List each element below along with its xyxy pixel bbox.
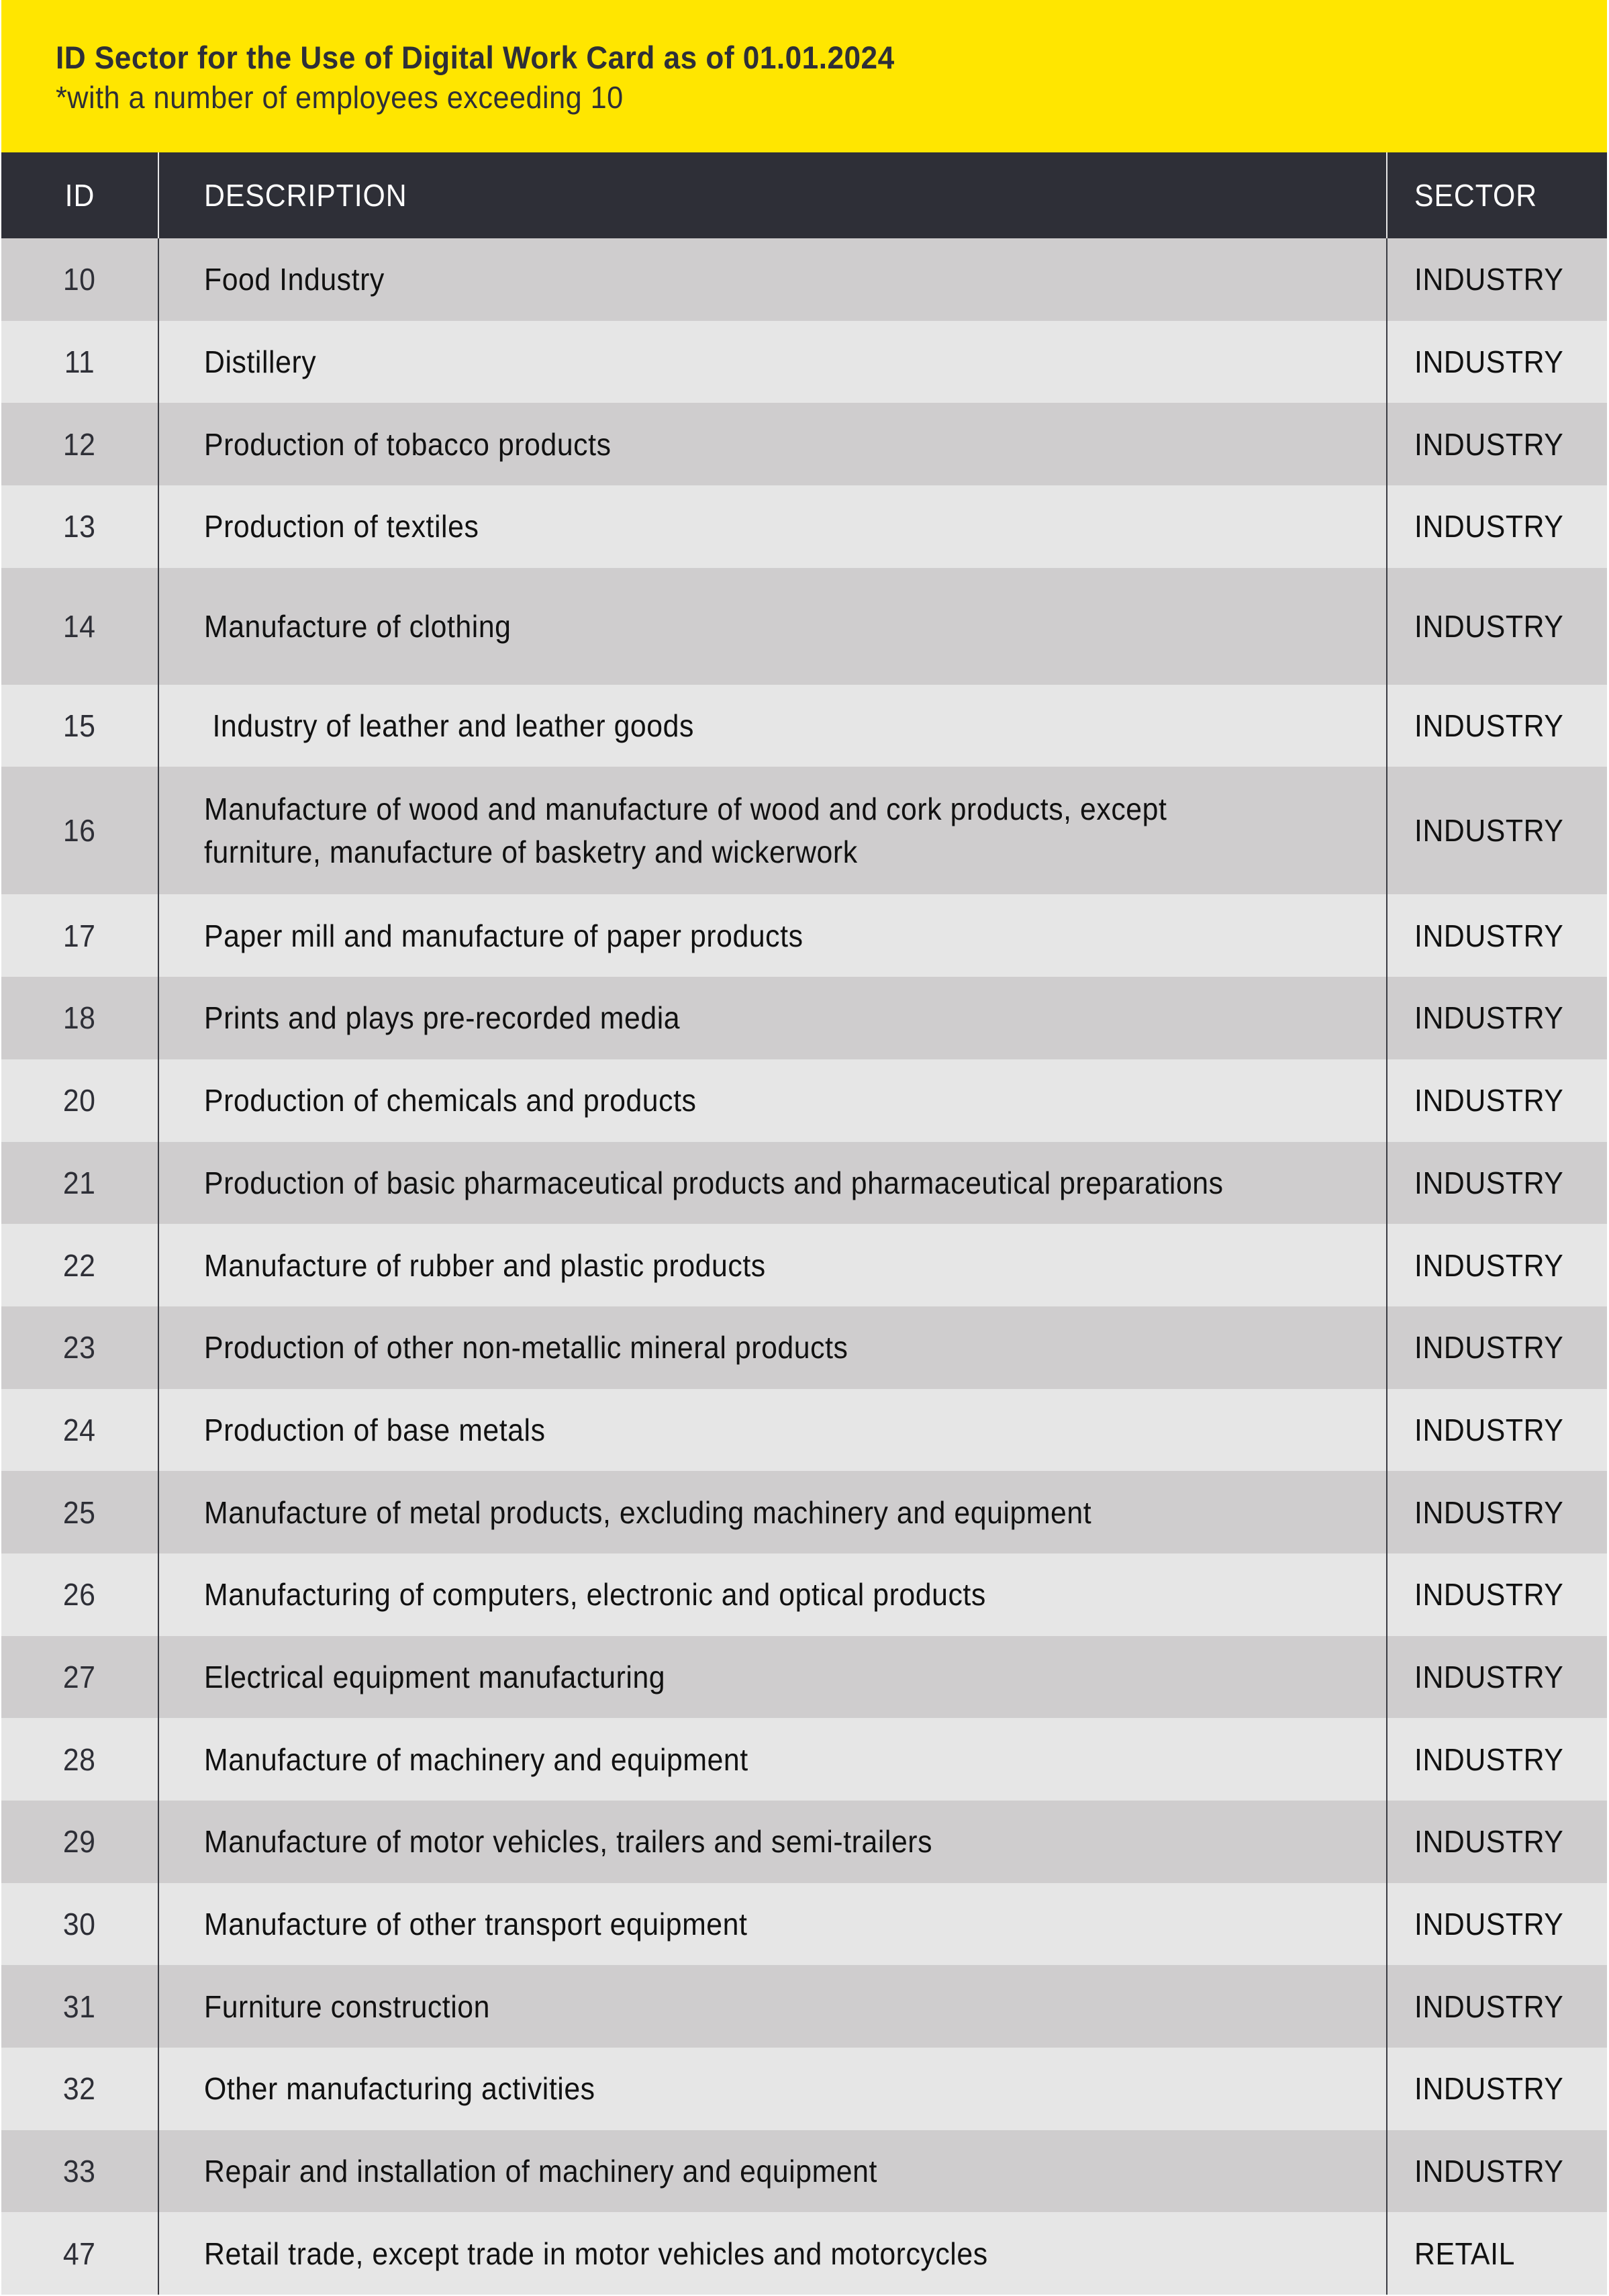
row-id: 25 bbox=[1, 1471, 158, 1553]
row-description: Production of tobacco products bbox=[158, 403, 1387, 485]
row-sector: INDUSTRY bbox=[1414, 1083, 1564, 1118]
row-sector: INDUSTRY bbox=[1414, 2154, 1564, 2189]
row-id: 11 bbox=[1, 321, 158, 403]
row-id: 21 bbox=[1, 1142, 158, 1225]
row-sector: INDUSTRY bbox=[1414, 608, 1564, 644]
table-row bbox=[1, 1059, 1607, 1142]
row-description: Manufacture of wood and manufacture of wood and cork products, except furniture, manufacture of basketry and wickerwork bbox=[158, 767, 1387, 894]
column-header-sector: SECTOR bbox=[1414, 178, 1538, 213]
row-description: Manufacture of metal products, excluding machinery and equipment bbox=[158, 1471, 1387, 1553]
row-id: 17 bbox=[1, 894, 158, 977]
row-sector: INDUSTRY bbox=[1414, 1824, 1564, 1860]
table-row bbox=[1, 685, 1607, 767]
row-description: Manufacturing of computers, electronic and optical products bbox=[158, 1553, 1387, 1636]
row-description: Production of textiles bbox=[158, 485, 1387, 568]
row-description: Production of basic pharmaceutical products and pharmaceutical preparations bbox=[158, 1142, 1387, 1225]
row-description: Manufacture of other transport equipment bbox=[158, 1883, 1387, 1966]
document-subtitle: *with a number of employees exceeding 10 bbox=[56, 80, 624, 115]
row-sector: INDUSTRY bbox=[1414, 1412, 1564, 1447]
row-id: 29 bbox=[1, 1801, 158, 1883]
row-sector: INDUSTRY bbox=[1414, 1494, 1564, 1530]
table-header bbox=[1, 152, 1607, 238]
row-description: Production of chemicals and products bbox=[158, 1059, 1387, 1142]
table-row bbox=[1, 1965, 1607, 2048]
row-sector: INDUSTRY bbox=[1414, 262, 1564, 297]
row-description: Production of base metals bbox=[158, 1389, 1387, 1472]
row-sector: INDUSTRY bbox=[1414, 1330, 1564, 1366]
table-row bbox=[1, 1471, 1607, 1553]
row-description: Industry of leather and leather goods bbox=[158, 685, 1387, 767]
row-id: 47 bbox=[1, 2212, 158, 2295]
row-description: Manufacture of motor vehicles, trailers and semi-trailers bbox=[158, 1801, 1387, 1883]
row-sector: INDUSTRY bbox=[1414, 1907, 1564, 1942]
row-id: 12 bbox=[1, 403, 158, 485]
table-row bbox=[1, 977, 1607, 1059]
title-banner bbox=[1, 0, 1607, 152]
row-description: Distillery bbox=[158, 321, 1387, 403]
row-sector: INDUSTRY bbox=[1414, 1659, 1564, 1694]
table-row bbox=[1, 321, 1607, 403]
row-sector: INDUSTRY bbox=[1414, 1741, 1564, 1777]
table-row bbox=[1, 403, 1607, 485]
table-row bbox=[1, 485, 1607, 568]
row-description: Manufacture of machinery and equipment bbox=[158, 1718, 1387, 1801]
table-row bbox=[1, 2130, 1607, 2213]
row-description: Manufacture of rubber and plastic products bbox=[158, 1224, 1387, 1306]
row-id: 27 bbox=[1, 1636, 158, 1719]
row-sector: INDUSTRY bbox=[1414, 1000, 1564, 1036]
row-sector: INDUSTRY bbox=[1414, 1165, 1564, 1200]
row-description: Production of other non-metallic mineral products bbox=[158, 1306, 1387, 1389]
row-id: 24 bbox=[1, 1389, 158, 1472]
row-sector: INDUSTRY bbox=[1414, 426, 1564, 462]
table-row bbox=[1, 1306, 1607, 1389]
row-description: Food Industry bbox=[158, 238, 1387, 321]
row-id: 10 bbox=[1, 238, 158, 321]
row-id: 30 bbox=[1, 1883, 158, 1966]
row-description: Prints and plays pre-recorded media bbox=[158, 977, 1387, 1059]
table-row bbox=[1, 1801, 1607, 1883]
row-id: 26 bbox=[1, 1553, 158, 1636]
row-id: 33 bbox=[1, 2130, 158, 2213]
row-id: 15 bbox=[1, 685, 158, 767]
row-sector: INDUSTRY bbox=[1414, 813, 1564, 849]
table-row bbox=[1, 767, 1607, 894]
row-description: Manufacture of clothing bbox=[158, 568, 1387, 685]
column-header-description: DESCRIPTION bbox=[158, 152, 1387, 238]
row-id: 13 bbox=[1, 485, 158, 568]
table-row bbox=[1, 568, 1607, 685]
table-row bbox=[1, 1636, 1607, 1719]
table-row bbox=[1, 1883, 1607, 1966]
row-id: 23 bbox=[1, 1306, 158, 1389]
table-row bbox=[1, 1553, 1607, 1636]
column-header-id: ID bbox=[1, 152, 158, 238]
row-sector: INDUSTRY bbox=[1414, 708, 1564, 744]
table-row bbox=[1, 2212, 1607, 2295]
row-id: 16 bbox=[1, 767, 158, 894]
table-row bbox=[1, 1142, 1607, 1225]
document-page bbox=[1, 0, 1607, 2296]
table-header-row bbox=[1, 152, 1607, 238]
table-row bbox=[1, 1224, 1607, 1306]
row-description: Other manufacturing activities bbox=[158, 2048, 1387, 2130]
row-sector: INDUSTRY bbox=[1414, 1577, 1564, 1613]
table-row bbox=[1, 2048, 1607, 2130]
table-row bbox=[1, 238, 1607, 321]
document-title: ID Sector for the Use of Digital Work Card as of 01.01.2024 bbox=[56, 40, 895, 75]
row-sector: RETAIL bbox=[1414, 2236, 1515, 2271]
row-id: 28 bbox=[1, 1718, 158, 1801]
sector-table bbox=[1, 152, 1607, 2295]
row-sector: INDUSTRY bbox=[1414, 2071, 1564, 2107]
row-id: 14 bbox=[1, 568, 158, 685]
table-body bbox=[1, 238, 1607, 2295]
row-id: 20 bbox=[1, 1059, 158, 1142]
table-row bbox=[1, 1389, 1607, 1472]
row-description: Paper mill and manufacture of paper products bbox=[158, 894, 1387, 977]
row-description: Retail trade, except trade in motor vehicles and motorcycles bbox=[158, 2212, 1387, 2295]
row-sector: INDUSTRY bbox=[1414, 918, 1564, 953]
row-sector: INDUSTRY bbox=[1414, 1247, 1564, 1283]
row-sector: INDUSTRY bbox=[1414, 344, 1564, 380]
row-id: 32 bbox=[1, 2048, 158, 2130]
row-id: 22 bbox=[1, 1224, 158, 1306]
row-id: 18 bbox=[1, 977, 158, 1059]
row-description: Furniture construction bbox=[158, 1965, 1387, 2048]
row-sector: INDUSTRY bbox=[1414, 509, 1564, 544]
row-description: Electrical equipment manufacturing bbox=[158, 1636, 1387, 1719]
table-row bbox=[1, 1718, 1607, 1801]
row-sector: INDUSTRY bbox=[1414, 1989, 1564, 2024]
table-row bbox=[1, 894, 1607, 977]
row-description: Repair and installation of machinery and equipment bbox=[158, 2130, 1387, 2213]
row-id: 31 bbox=[1, 1965, 158, 2048]
